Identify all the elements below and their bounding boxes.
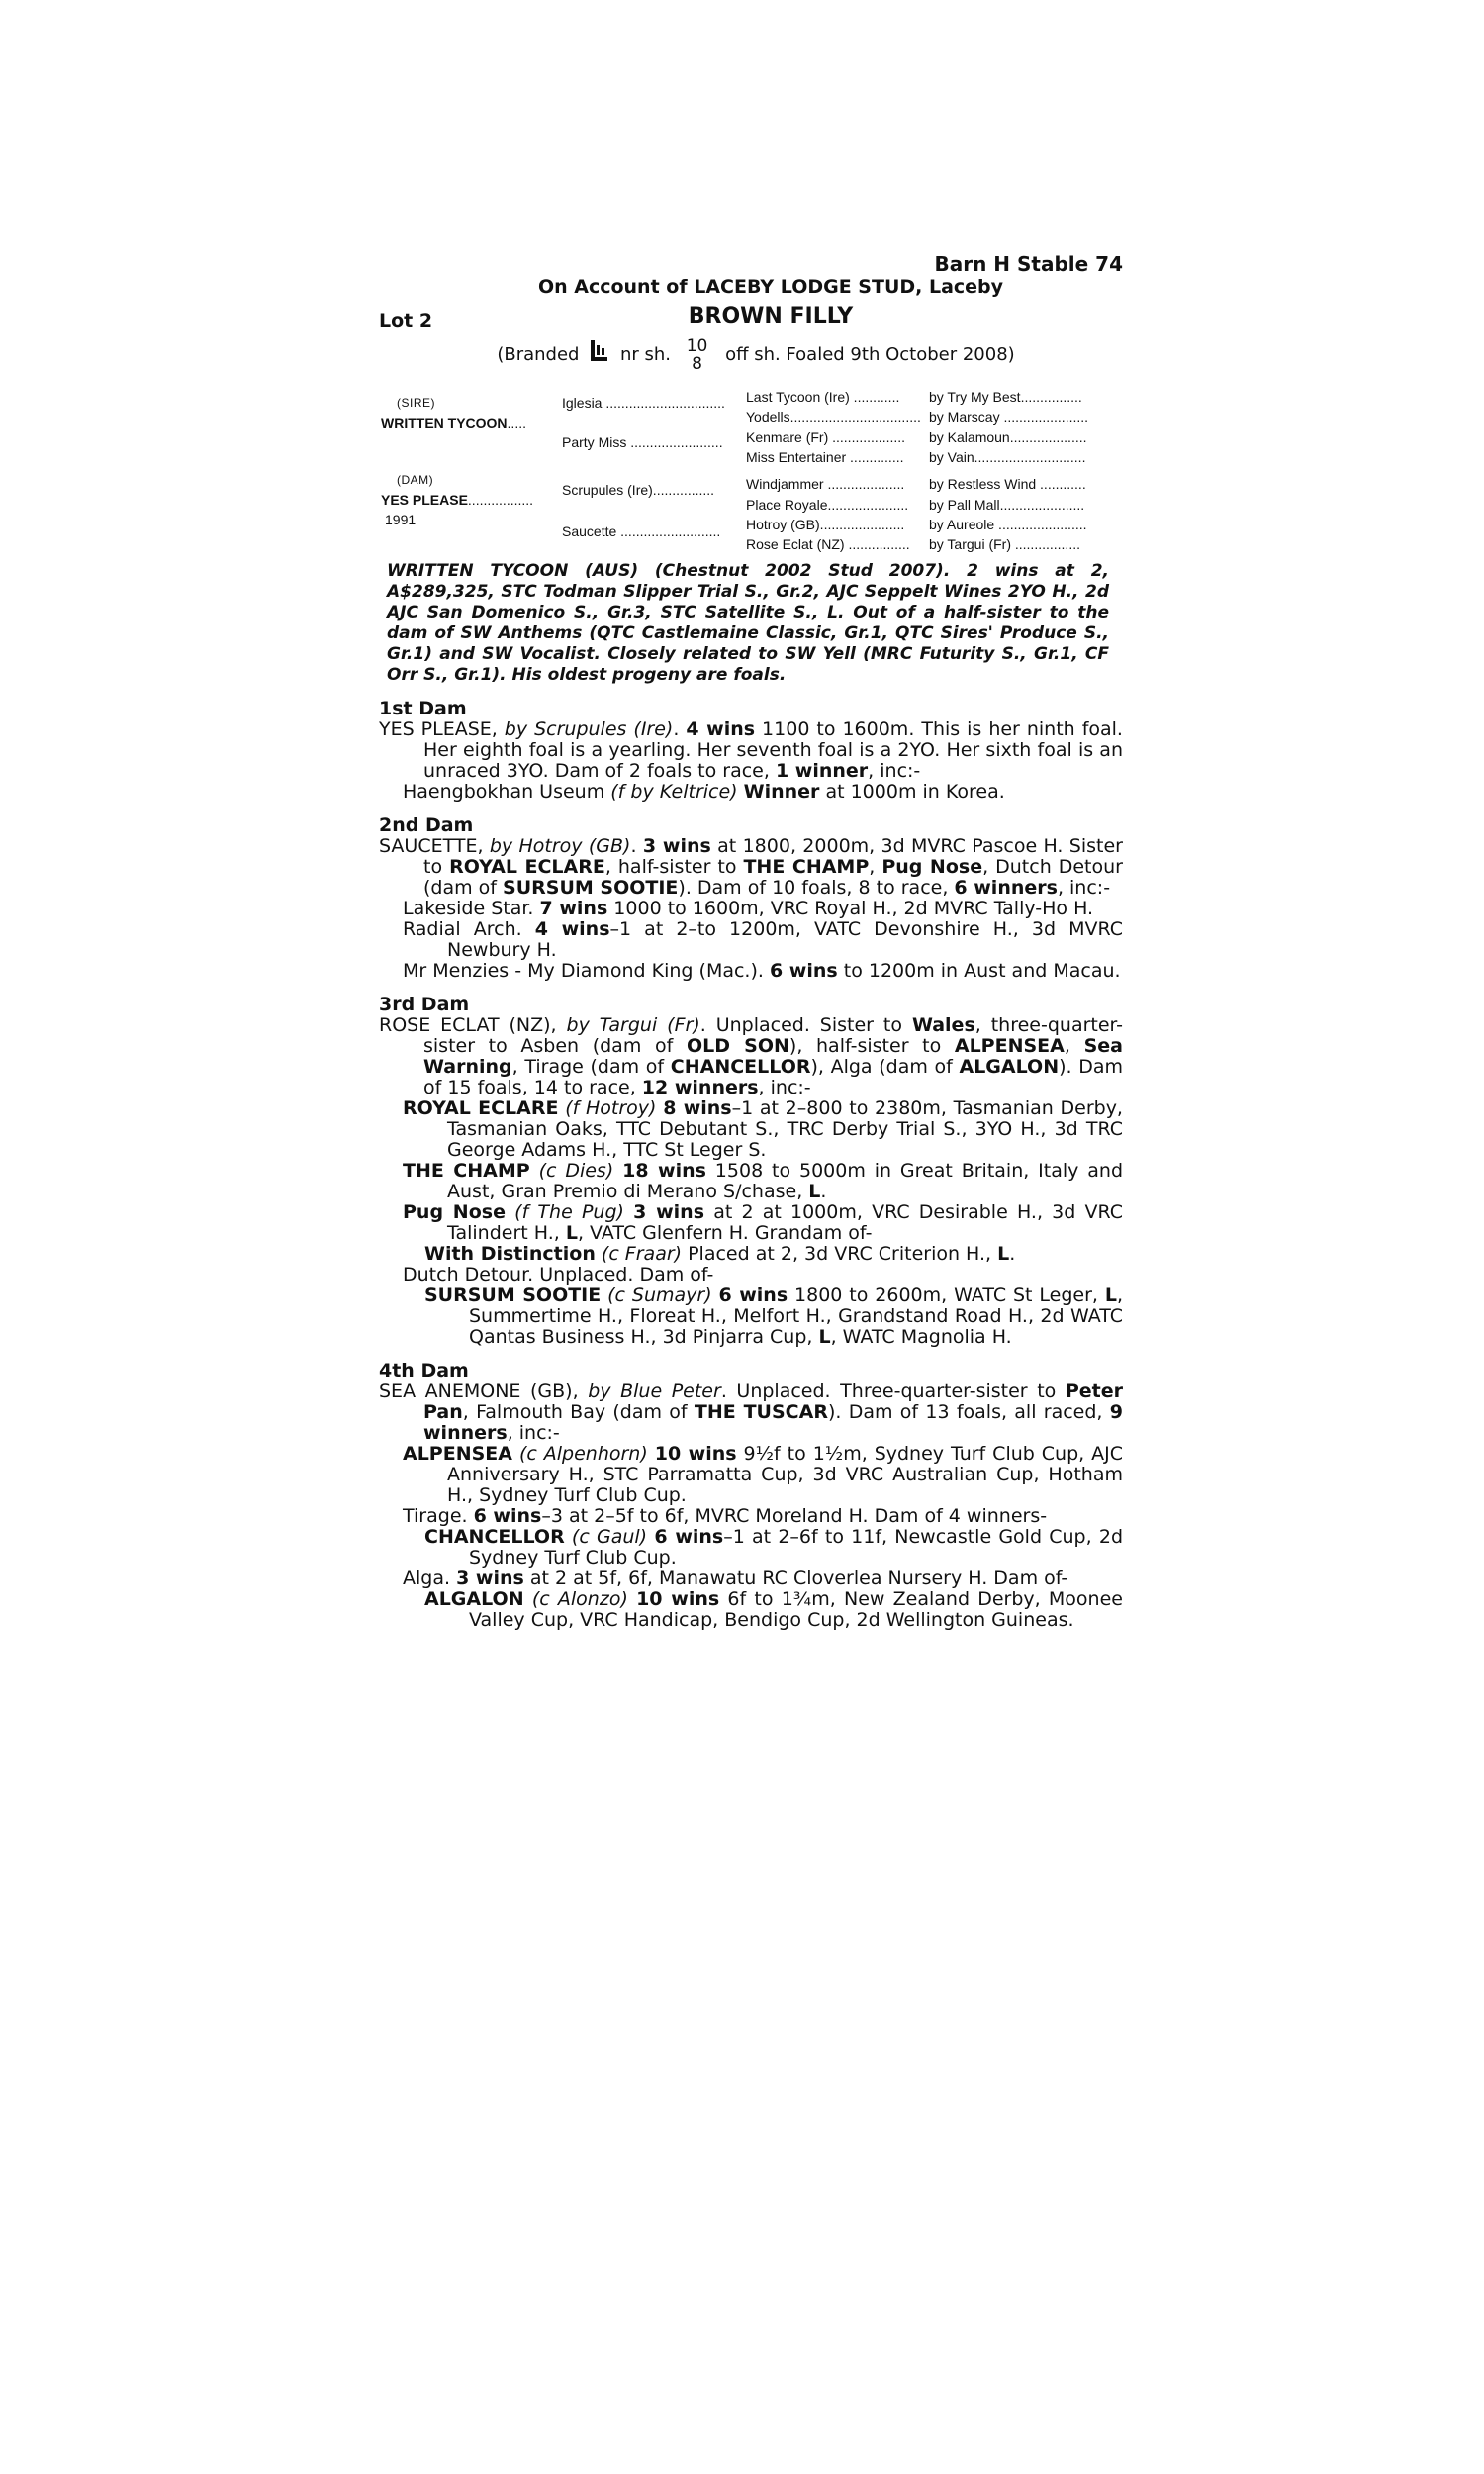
t [524,1588,532,1610]
t: 6 wins [473,1505,542,1527]
third-dam-heading: 3rd Dam [379,994,470,1015]
t: 4 wins [686,718,756,740]
t: Haengbokhan Useum [403,781,611,803]
t: YES PLEASE, [379,718,505,740]
t: at 1800, 2000m, 3d MVRC Pascoe H. Sister to [423,835,1123,878]
catalogue-page [379,252,1123,1631]
dam-name-text: YES PLEASE [381,492,468,508]
great-grandparent-3: Kenmare (Fr) ................... [746,429,906,445]
barn-stable: Barn H Stable 74 [934,252,1123,276]
t: CHANCELLOR [670,1056,811,1078]
second-dam-produce-3 [379,961,1123,982]
first-dam-paragraph [379,719,1123,782]
t: Alga. [403,1568,457,1589]
t: 9½f to 1½m, Sydney Turf Club Cup, AJC Anniversary H., STC Parramatta Cup, 3d VRC Australian Cup, Hotham H., Sydney Turf Club Cup. [447,1443,1123,1506]
t: by Hotroy (GB) [489,835,631,857]
second-dam-heading: 2nd Dam [379,814,474,836]
great-grandparent-6: Place Royale..................... [746,497,909,513]
branded-suffix: off sh. Foaled 9th October 2008) [725,344,1015,365]
third-dam-grand-produce-1 [379,1244,1123,1265]
third-dam-produce-4 [379,1265,1123,1285]
great-grandparent-1: Last Tycoon (Ire) ............ [746,389,900,405]
t: SURSUM SOOTIE [503,877,679,899]
t: Tirage. [403,1505,474,1527]
grandsire-1: Iglesia ............................... [562,395,725,411]
fourth-dam-grand-produce-2 [379,1589,1123,1631]
t [506,1201,514,1223]
t: , inc:- [868,760,921,782]
t: THE CHAMP [403,1160,530,1182]
t: ALPENSEA [954,1035,1065,1057]
t: , Dutch Detour (dam of [423,856,1123,899]
great-grandparent-4: Miss Entertainer .............. [746,449,904,465]
t: ROYAL ECLARE [449,856,605,878]
t: 12 winners [641,1077,759,1098]
great-grandparent-2: Yodells.................................. [746,409,921,425]
t: ALGALON [959,1056,1060,1078]
t: Mr Menzies - My Diamond King (Mac.). [403,960,770,982]
first-dam-produce [379,782,1123,803]
t: Sea Warning [423,1035,1123,1078]
t: Pug Nose [403,1201,506,1223]
sire-line-7: by Aureole ....................... [929,517,1087,532]
dam-dots: ................. [467,492,534,508]
dam-year: 1991 [385,512,417,527]
dam-name [381,492,533,508]
t [628,1588,636,1610]
t: ALGALON [424,1588,524,1610]
t: by Scrupules (Ire) [504,718,674,740]
t: 7 wins [539,898,608,919]
t: 6f to 1¾m, New Zealand Derby, Moonee Valley Cup, VRC Handicap, Bendigo Cup, 2d Wellington Guineas. [469,1588,1123,1631]
t [712,1285,719,1306]
t: (f Hotroy) [565,1097,657,1119]
sire-name-text: WRITTEN TYCOON [381,415,508,430]
t: , Falmouth Bay (dam of [462,1401,695,1423]
t: ROYAL ECLARE [403,1097,559,1119]
sire-line-1: by Try My Best................ [929,389,1082,405]
sire-line-8: by Targui (Fr) ................. [929,536,1080,552]
t: , inc:- [507,1422,560,1444]
t: at 2 at 1000m, VRC Desirable H., 3d VRC Talindert H., [447,1201,1124,1244]
t: Radial Arch. [403,918,535,940]
sire-line-4: by Vain............................. [929,449,1086,465]
t: SEA ANEMONE (GB), [379,1380,589,1402]
t [530,1160,539,1182]
t: , VATC Glenfern H. Grandam of- [577,1222,873,1244]
t: 4 wins [534,918,610,940]
second-dam-produce-2 [379,919,1123,961]
t: 10 wins [654,1443,737,1465]
t: . [820,1181,827,1202]
vendor-account: On Account of LACEBY LODGE STUD, Laceby [537,276,1004,298]
fourth-dam-grand-produce-1 [379,1527,1123,1569]
fourth-dam-paragraph [379,1381,1123,1444]
brand-fraction-top: 10 [686,336,708,356]
t: ), Alga (dam of [810,1056,960,1078]
t: , [869,856,882,878]
t: Dutch Detour. Unplaced. Dam of- [403,1264,714,1285]
t: (c Sumayr) [607,1285,712,1306]
t: . [1009,1243,1016,1265]
lot-row [379,304,1123,337]
t: Peter Pan [423,1380,1123,1423]
t: Pug Nose [881,856,983,878]
t: ), half-sister to [788,1035,955,1057]
t: 3 wins [456,1568,524,1589]
t: ). Dam of 13 foals, all raced, [827,1401,1110,1423]
third-dam-produce-2 [379,1161,1123,1202]
t: –1 at 2–6f to 11f, Newcastle Gold Cup, 2d Sydney Turf Club Cup. [469,1526,1123,1569]
sire-line-5: by Restless Wind ............ [929,476,1086,492]
t: 1508 to 5000m in Great Britain, Italy and Aust, Gran Premio di Merano S/chase, [447,1160,1124,1202]
t: , inc:- [758,1077,811,1098]
t: . [630,835,643,857]
t: 1800 to 2600m, WATC St Leger, [788,1285,1105,1306]
t: 3 wins [633,1201,705,1223]
t: L [818,1326,831,1348]
second-dam-produce-1 [379,899,1123,919]
third-dam-produce-3 [379,1202,1123,1244]
t: , three-quarter-sister to Asben (dam of [423,1014,1123,1057]
third-dam-produce-1 [379,1098,1123,1161]
t: –1 at 2–to 1200m, VATC Devonshire H., 3d MVRC Newbury H. [447,918,1123,961]
t: (c Alonzo) [531,1588,628,1610]
second-dam-section [379,814,1123,982]
dam-label: (DAM) [397,473,434,487]
t: at 1000m in Korea. [819,781,1005,803]
pedigree-table [379,389,1123,552]
fourth-dam-heading: 4th Dam [379,1360,469,1381]
t: 6 wins [769,960,838,982]
t: . Unplaced. Sister to [699,1014,912,1036]
t: . Unplaced. Three-quarter-sister to [720,1380,1066,1402]
lot-number: Lot 2 [379,310,433,332]
t: Placed at 2, 3d VRC Criterion H., [682,1243,998,1265]
t: L [997,1243,1010,1265]
first-dam-section [379,698,1123,803]
t: 6 winners [954,877,1058,899]
t: , half-sister to [604,856,744,878]
sire-line-3: by Kalamoun.................... [929,429,1087,445]
t: , Tirage (dam of [511,1056,671,1078]
t [613,1160,622,1182]
t: (f by Keltrice) [610,781,738,803]
t: (c Gaul) [571,1526,648,1548]
t: 9 winners [423,1401,1123,1444]
t: SURSUM SOOTIE [424,1285,602,1306]
fourth-dam-produce-3 [379,1569,1123,1589]
third-dam-grand-produce-2 [379,1285,1123,1348]
t: (c Dies) [538,1160,614,1182]
fourth-dam-section [379,1360,1123,1631]
t: Wales [911,1014,975,1036]
t: 8 wins [663,1097,732,1119]
brand-mark-icon [589,340,608,362]
t: ). Dam of 15 foals, 14 to race, [423,1056,1124,1098]
great-grandparent-7: Hotroy (GB)...................... [746,517,905,532]
t: –3 at 2–5f to 6f, MVRC Moreland H. Dam of 4 winners- [541,1505,1048,1527]
t: 3 wins [642,835,711,857]
t: 1100 to 1600m. This is her ninth foal. Her eighth foal is a yearling. Her seventh foal is a 2YO. Her sixth foal is an unraced 3YO. Dam of 2 foals to race, [423,718,1123,782]
t: Winner [743,781,820,803]
third-dam-section [379,994,1123,1348]
t: , inc:- [1057,877,1111,899]
first-dam-heading: 1st Dam [379,698,467,719]
t: , WATC Magnolia H. [830,1326,1012,1348]
granddam-1: Party Miss ........................ [562,434,723,450]
t: CHANCELLOR [424,1526,565,1548]
t: ). Dam of 10 foals, 8 to race, [678,877,955,899]
t: , [1064,1035,1084,1057]
granddam-2: Saucette .......................... [562,523,721,539]
t: Lakeside Star. [403,898,540,919]
t [512,1443,519,1465]
sire-summary: WRITTEN TYCOON (AUS) (Chestnut 2002 Stud 2007). 2 wins at 2, A$289,325, STC Todman Slipper Trial S., Gr.2, AJC Seppelt Wines 2YO H., 2d AJC San Domenico S., Gr.3, STC Satellite S., L. Out of a half-sister to the dam of SW Anthems (QTC Castlemaine Classic, Gr.1, QTC Sires' Produce S., Gr.1) and SW Vocalist. Closely related to SW Yell (MRC Futurity S., Gr.1, CF Orr S., Gr.1). His oldest progeny are foals. [387,561,1109,685]
sire-line-2: by Marscay ...................... [929,409,1089,425]
t: SAUCETTE, [379,835,490,857]
t: 6 wins [654,1526,724,1548]
lot-title: BROWN FILLY [688,304,854,329]
t: ALPENSEA [403,1443,512,1465]
t: THE CHAMP [743,856,870,878]
t: 10 wins [636,1588,720,1610]
t [565,1526,572,1548]
sire-line-6: by Pall Mall...................... [929,497,1085,513]
t: L [565,1222,578,1244]
t [648,1443,655,1465]
branded-mid: nr sh. [619,344,671,365]
t: (c Fraar) [601,1243,683,1265]
sire-label: (SIRE) [397,396,435,410]
t [624,1201,633,1223]
t: . [673,718,687,740]
brand-line [389,337,1123,381]
t: by Targui (Fr) [566,1014,700,1036]
t: 1 winner [775,760,869,782]
t: 6 wins [718,1285,788,1306]
t: OLD SON [686,1035,789,1057]
t: –1 at 2–800 to 2380m, Tasmanian Derby, Tasmanian Oaks, TTC Debutant S., TRC Derby Trial S., 3YO H., 3d TRC George Adams H., TTC St Leger S. [447,1097,1123,1161]
second-dam-paragraph [379,836,1123,899]
t: With Distinction [424,1243,596,1265]
sire-dots: ..... [507,415,526,430]
third-dam-paragraph [379,1015,1123,1098]
sire-name [381,415,526,430]
t: L [808,1181,821,1202]
t: ROSE ECLAT (NZ), [379,1014,567,1036]
t: , Summertime H., Floreat H., Melfort H., Grandstand Road H., 2d WATC Qantas Business H., 3d Pinjarra Cup, [469,1285,1123,1348]
t: (c Alpenhorn) [518,1443,648,1465]
fourth-dam-produce-1 [379,1444,1123,1506]
t: L [1104,1285,1117,1306]
fourth-dam-produce-2 [379,1506,1123,1527]
grandsire-2: Scrupules (Ire)................ [562,482,715,498]
brand-fraction-bottom: 8 [692,354,702,374]
t: to 1200m in Aust and Macau. [837,960,1121,982]
t: THE TUSCAR [694,1401,828,1423]
t: (f The Pug) [514,1201,624,1223]
t: 18 wins [622,1160,706,1182]
great-grandparent-8: Rose Eclat (NZ) ................ [746,536,910,552]
t: by Blue Peter [588,1380,721,1402]
brand-fraction [687,337,708,373]
t: at 2 at 5f, 6f, Manawatu RC Cloverlea Nursery H. Dam of- [523,1568,1068,1589]
great-grandparent-5: Windjammer .................... [746,476,905,492]
t: 1000 to 1600m, VRC Royal H., 2d MVRC Tally-Ho H. [607,898,1094,919]
branded-prefix: (Branded [497,344,580,365]
